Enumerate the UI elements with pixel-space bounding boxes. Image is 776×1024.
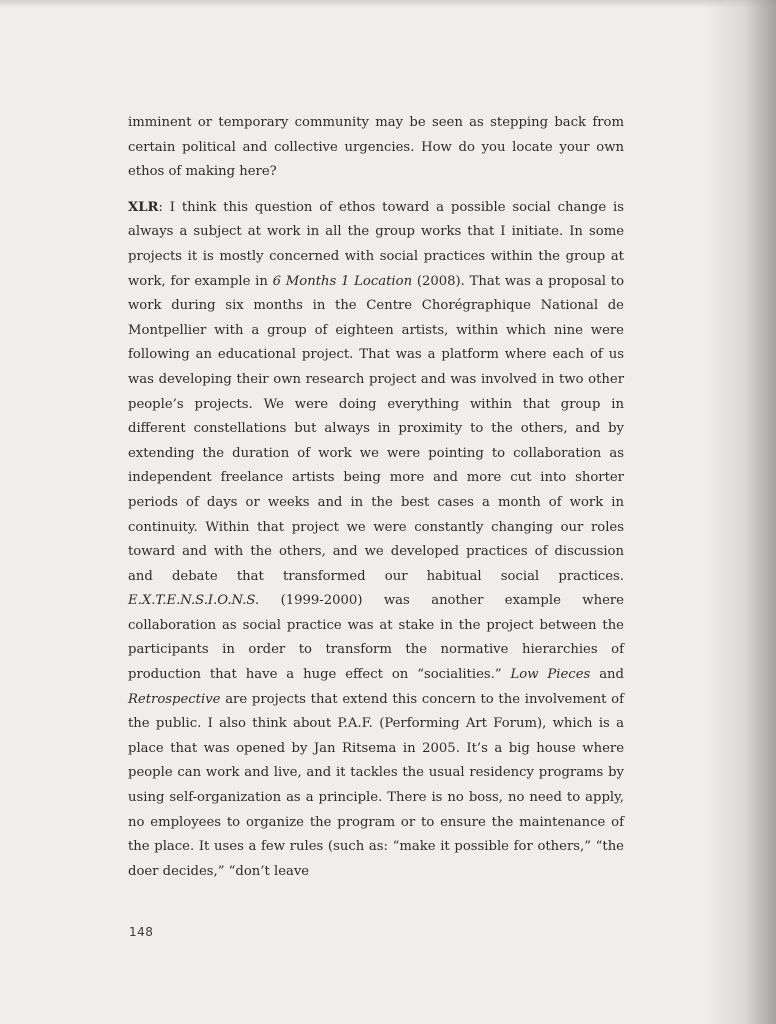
speaker-label: XLR xyxy=(128,199,159,215)
paragraph-spacer xyxy=(128,185,624,196)
answer-text-1: : I think this question of ethos toward a possible social change is always a subject at work in all the group works that I initiate. In some projects it is mostly concerned with social practices within the group at work, for example in xyxy=(128,199,624,289)
answer-text-5: are projects that extend this concern to the involvement of the public. I also think about P.A.F. (Performing Art Forum), which is a place that was opened by Jan Ritsema in 2005. It’s a big house where people can work and live, and it tackles the usual residency programs by using self-organization as a principle. There is no boss, no need to apply, no employees to organize the program or to ensure the maintenance of the place. It uses a few rules (such as: “make it possible for others,” “the doer decides,” “don’t leave xyxy=(128,691,624,879)
work-title-extensions: E.X.T.E.N.S.I.O.N.S. xyxy=(128,593,260,609)
intro-question-paragraph: imminent or temporary community may be seen as stepping back from certain political and collective urgencies. How do you locate your own ethos of making here? xyxy=(128,115,624,180)
body-text xyxy=(128,111,624,884)
answer-text-3: (1999-2000) was another example where collaboration as social practice was at stake in the project between the participants in order to transform the normative hierarchies of production that have a huge effect on “socialities.” xyxy=(128,593,624,683)
answer-text-2: (2008). That was a proposal to work during six months in the Centre Chorégraphique National de Montpellier with a group of eighteen artists, within which nine were following an educational project. That was a platform where each of us was developing their own research project and was involved in two other people’s projects. We were doing everything within that group in different constellations but always in proximity to the others, and by extending the duration of work we were pointing to collaboration as independent freelance artists being more and more cut into shorter periods of days or weeks and in the best cases a month of work in continuity. Within that project we were constantly changing our roles toward and with the others, and we developed practices of discussion and debate that transformed our habitual social practices. xyxy=(128,273,625,584)
work-title-retrospective: Retrospective xyxy=(128,691,221,707)
page-edge-shadow xyxy=(706,0,776,1024)
work-title-6-months: 6 Months 1 Location xyxy=(272,273,413,289)
answer-paragraph xyxy=(128,196,624,885)
work-title-low-pieces: Low Pieces xyxy=(510,667,591,683)
answer-text-4: and xyxy=(590,667,624,683)
page-top-shadow xyxy=(0,0,776,8)
page-number: 148 xyxy=(129,925,154,939)
